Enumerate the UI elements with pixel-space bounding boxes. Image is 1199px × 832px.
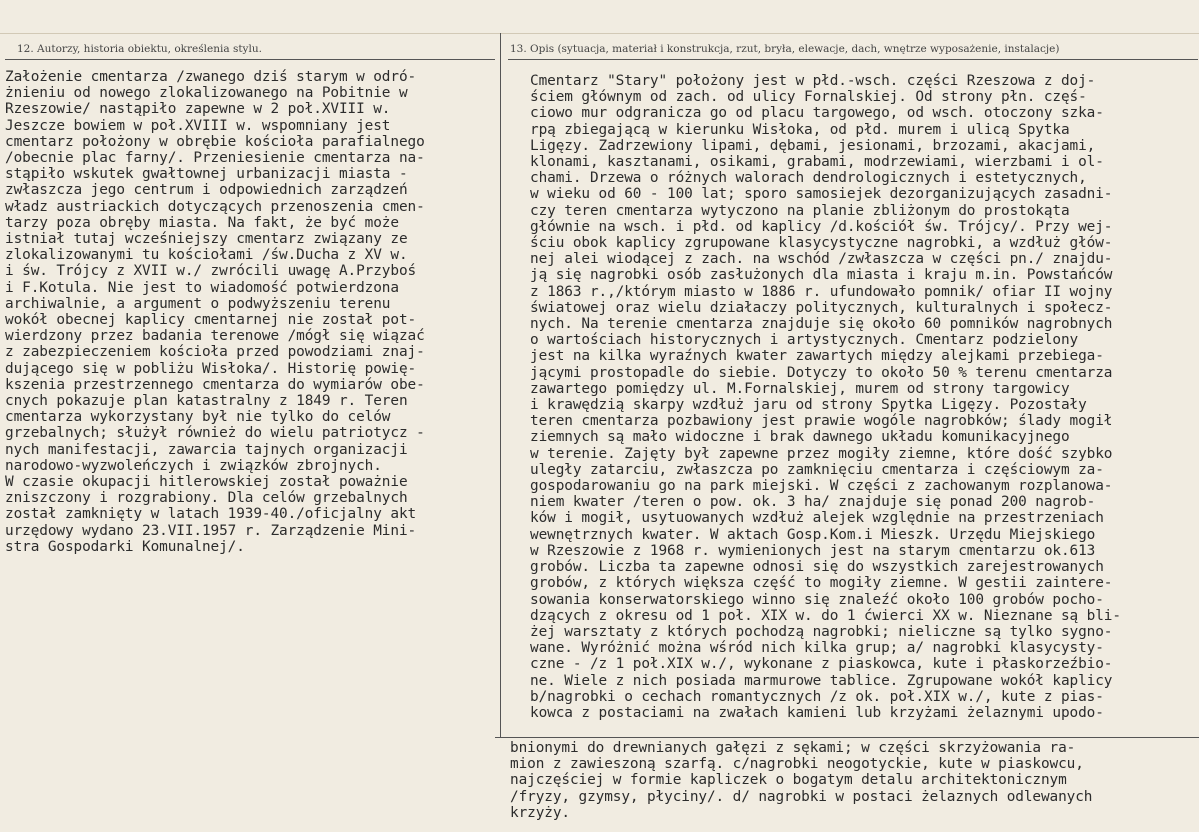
text-line: ków i mogił, usytuowanych wzdłuż alejek względnie na przestrzeniach [530,510,1104,527]
text-line: ciowo mur odgranicza go od placu targowego, od wsch. otoczony szka- [530,105,1104,122]
text-line: wewnętrznych kwater. W aktach Gosp.Kom.i Mieszk. Urzędu Miejskiego [530,526,1096,543]
text-line: stra Gospodarki Komunalnej/. [5,538,245,555]
text-line: ją się nagrobki osób zasłużonych dla miasta i kraju m.in. Powstańców [530,267,1113,284]
text-line: archiwalnie, a argument o podwyższeniu terenu [5,295,391,312]
text-line: grobów. Liczba ta zapewne odnosi się do wszystkich zarejestrowanych [530,559,1104,576]
text-line: bnionymi do drewnianych gałęzi z sękami; w części skrzyżowania ra- [510,740,1076,756]
right-column [508,40,1198,721]
text-line: Założenie cmentarza /zwanego dziś starym w odró- [5,69,417,85]
text-line: uległy zatarciu, zwłaszcza po zamknięciu cmentarza i częściowym za- [530,461,1104,478]
text-line: rpą zbiegającą w kierunku Wisłoka, od płd. murem i ulicą Spytka [530,121,1070,138]
text-line: mion z zawieszoną szarfą. c/nagrobki neogotyckie, kute w piaskowcu, [510,756,1084,773]
text-line: został zamknięty w latach 1939-40./oficjalny akt [5,506,417,523]
text-line: urzędowy wydano 23.VII.1957 r. Zarządzenie Mini- [5,522,417,539]
text-line: ziemnych są mało widoczne i brak dawnego układu komunikacyjnego [530,429,1070,446]
text-line: chami. Drzewa o różnych walorach dendrologicznych i estetycznych, [530,170,1087,187]
left-text-block [5,60,495,555]
text-line: z 1863 r.,/którym miasto w 1886 r. ufundowało pomnik/ ofiar II wojny [530,283,1113,300]
text-line: narodowo-wyzwoleńczych i związków zbrojnych. [5,457,382,474]
text-line: władz austriackich dotyczących przenoszenia cmen- [5,198,425,215]
text-line: o wartościach historycznych i artystycznych. Cmentarz podzielony [530,332,1079,349]
text-line: zawartego pomiędzy ul. M.Fornalskiej, murem od strony targowicy [530,380,1070,397]
text-line: Cmentarz "Stary" położony jest w płd.-wsch. części Rzeszowa z doj- [530,73,1096,89]
text-line: istniał tutaj wcześniejszy cmentarz związany ze [5,231,408,248]
text-line: Ligęzy. Zadrzewiony lipami, dębami, jesionami, brzozami, akacjami, [530,137,1096,154]
text-line: w Rzeszowie z 1968 r. wymienionych jest na starym cmentarzu ok.613 [530,542,1096,559]
text-line: z zabezpieczeniem kościoła przed powodziami znaj- [5,344,425,361]
text-line: b/nagrobki o cechach romantycznych /z ok. poł.XIX w./, kute z pias- [530,688,1104,705]
left-section-header: 12. Autorzy, historia obiektu, określenia stylu. [5,40,495,60]
right-section-header: 13. Opis (sytuacja, materiał i konstrukcja, rzut, bryła, elewacje, dach, wnętrze wyposażenie, instalacje) [508,40,1198,60]
text-line: grobów, z których większa część to mogiły ziemne. W gestii zaintere- [530,575,1113,592]
text-line: wokół obecnej kaplicy cmentarnej nie został pot- [5,312,417,329]
text-line: krzyży. [510,804,570,821]
text-line: nych. Na terenie cmentarza znajduje się około 60 pomników nagrobnych [530,316,1113,333]
text-line: Rzeszowie/ nastąpiło zapewne w 2 poł.XVIII w. [5,101,391,118]
text-line: W czasie okupacji hitlerowskiej został poważnie [5,474,408,491]
text-line: nej alei wiodącej z zach. na wschód /zwłaszcza w części pn./ znajdu- [530,251,1113,268]
text-line: sowania konserwatorskiego winno się znaleźć około 100 grobów pocho- [530,591,1104,608]
text-line: cmentarz położony w obrębie kościoła parafialnego [5,133,425,150]
text-line: i św. Trójcy z XVII w./ zwrócili uwagę A.Przyboś [5,263,417,280]
text-line: w terenie. Zajęty był zapewne przez mogiły ziemne, które dość szybko [530,445,1113,462]
column-divider [500,33,501,738]
text-line: zwłaszcza jego centrum i odpowiednich zarządzeń [5,182,408,199]
text-line: jącymi prostopadle do siebie. Dotyczy to około 50 % terenu cmentarza [530,364,1113,381]
right-text-block [508,60,1198,721]
continuation-text-block [508,740,1198,821]
text-line: stąpiło wskutek gwałtownej urbanizacji miasta - [5,166,408,183]
text-line: kszenia przestrzennego cmentarza do wymiarów obe- [5,376,425,393]
text-line: ne. Wiele z nich posiada marmurowe tablice. Zgrupowane wokół kaplicy [530,672,1113,689]
text-line: żnieniu od nowego zlokalizowanego na Pobitnie w [5,85,408,102]
text-line: żej warsztaty z których pochodzą nagrobki; nieliczne są tylko sygno- [530,623,1113,640]
text-line: /fryzy, gzymsy, płyciny/. d/ nagrobki w postaci żelaznych odlewanych [510,788,1093,805]
text-line: i krawędzią skarpy wzdłuż jaru od strony Spytka Ligęzy. Pozostały [530,397,1087,414]
text-line: kowca z postaciami na zwałach kamieni lub krzyżami żelaznymi upodo- [530,704,1104,721]
text-line: klonami, kasztanami, osikami, grabami, modrzewiami, wierzbami i ol- [530,154,1104,171]
continuation-block [508,740,1198,821]
text-line: grzebalnych; służył również do wielu patriotycz - [5,425,425,442]
text-line: gospodarowaniu go na park miejski. W części z zachowanym rozplanowa- [530,478,1113,495]
text-line: jest na kilka wyraźnych kwater zawartych między alejkami przebiega- [530,348,1104,365]
text-line: czy teren cmentarza wytyczono na planie zbliżonym do prostokąta [530,202,1070,219]
text-line: najczęściej w formie kapliczek o bogatym detalu architektonicznym [510,772,1067,789]
text-line: niem kwater /teren o pow. ok. 3 ha/ znajduje się ponad 200 nagrob- [530,494,1096,511]
text-line: ściem głównym od zach. od ulicy Fornalskiej. Od strony płn. częś- [530,89,1087,106]
text-line: tarzy poza obręby miasta. Na fakt, że być może [5,214,399,231]
text-line: zlokalizowanymi tu kościołami /św.Ducha z XV w. [5,247,408,264]
text-line: wane. Wyróżnić można wśród nich kilka grup; a/ nagrobki klasycysty- [530,640,1104,657]
left-column [5,40,495,555]
text-line: Jeszcze bowiem w poł.XVIII w. wspomniany jest [5,117,391,134]
text-line: czne - /z 1 poł.XIX w./, wykonane z piaskowca, kute i płaskorzeźbio- [530,656,1113,673]
text-line: cmentarza wykorzystany był nie tylko do celów [5,409,391,426]
text-line: światowej oraz wielu działaczy politycznych, kulturalnych i społecz- [530,299,1113,316]
text-line: i F.Kotula. Nie jest to wiadomość potwierdzona [5,279,399,296]
text-line: wierdzony przez badania terenowe /mógł się wiązać [5,328,425,345]
text-line: ściu obok kaplicy zgrupowane klasycystyczne nagrobki, a wzdłuż głów- [530,235,1113,252]
text-line: zniszczony i rozgrabiony. Dla celów grzebalnych [5,490,408,507]
text-line: cnych pokazuje plan katastralny z 1849 r. Teren [5,393,408,410]
text-line: /obecnie plac farny/. Przeniesienie cmentarza na- [5,150,425,167]
text-line: dującego się w pobliżu Wisłoka/. Historię powię- [5,360,417,377]
text-line: w wieku od 60 - 100 lat; sporo samosiejek dezorganizujących zasadni- [530,186,1113,203]
top-rule [0,33,1199,34]
text-line: nych manifestacji, zawarcia tajnych organizacji [5,441,408,458]
text-line: dzących z okresu od 1 poł. XIX w. do 1 ćwierci XX w. Nieznane są bli- [530,607,1121,624]
text-line: teren cmentarza pozbawiony jest prawie wogóle nagrobków; ślady mogił [530,413,1113,430]
bottom-rule [495,737,1199,738]
text-line: głównie na wsch. i płd. od kaplicy /d.kościół św. Trójcy/. Przy wej- [530,218,1113,235]
